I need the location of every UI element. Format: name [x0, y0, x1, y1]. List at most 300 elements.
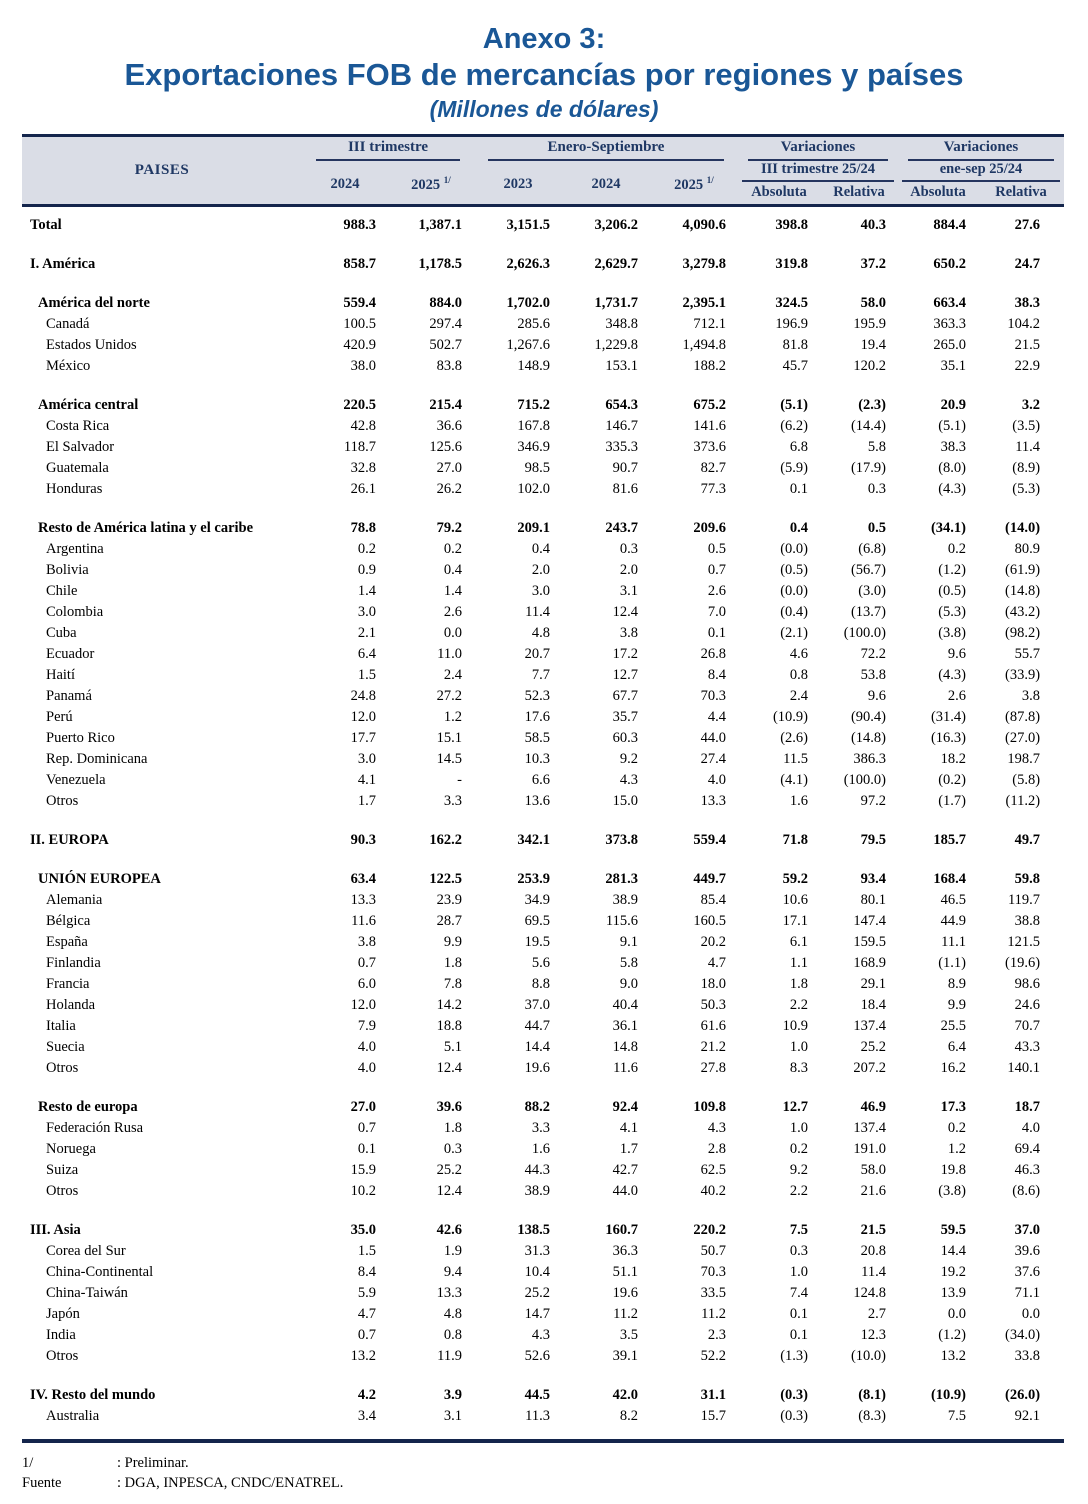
table-row: [22, 707, 1064, 728]
col-header-2023-ene-sep: 2023: [474, 161, 562, 206]
value-cell: 0.1: [789, 1327, 808, 1343]
value-cell: 7.7: [531, 667, 550, 683]
col-header-paises: PAISES: [22, 136, 302, 206]
value-cell: 3.5: [619, 1327, 638, 1343]
value-cell: 11.3: [525, 1408, 550, 1424]
value-cell: 11.1: [941, 934, 967, 950]
row-label: III. Asia: [30, 1222, 81, 1238]
value-cell: 4.0: [1021, 1120, 1041, 1136]
row-label: Finlandia: [46, 955, 101, 971]
value-cell: 27.0: [436, 460, 462, 476]
value-cell: 3.9: [443, 1387, 462, 1403]
row-label: Puerto Rico: [46, 730, 115, 746]
row-label: Guatemala: [46, 460, 109, 476]
value-cell: 4.3: [619, 772, 638, 788]
value-cell: 3.8: [357, 934, 376, 950]
value-cell: 104.2: [1007, 316, 1041, 332]
value-cell: 58.0: [860, 295, 887, 311]
value-cell: 37.0: [524, 997, 550, 1013]
value-cell: 42.0: [612, 1387, 638, 1403]
value-cell: 1.6: [789, 793, 808, 809]
value-cell: 20.9: [940, 397, 967, 413]
value-cell: 265.0: [933, 337, 967, 353]
value-cell: 4.1: [357, 772, 376, 788]
value-cell: 1.4: [443, 583, 462, 599]
value-cell: 42.7: [612, 1162, 638, 1178]
value-cell: (100.0): [843, 772, 887, 788]
value-cell: 27.6: [1014, 217, 1041, 233]
value-cell: 18.4: [860, 997, 887, 1013]
value-cell: 1.2: [443, 709, 462, 725]
value-cell: 61.6: [700, 1018, 726, 1034]
value-cell: 0.9: [357, 562, 376, 578]
value-cell: 1,494.8: [682, 337, 726, 353]
table-row: [22, 314, 1064, 335]
value-cell: 11.6: [351, 913, 376, 929]
value-cell: 0.2: [357, 541, 376, 557]
table-row: [22, 1346, 1064, 1367]
value-cell: 36.3: [612, 1243, 638, 1259]
row-label: Italia: [46, 1018, 76, 1034]
value-cell: 44.7: [524, 1018, 550, 1034]
value-cell: 0.0: [1021, 1306, 1041, 1322]
table-row: [22, 437, 1064, 458]
value-cell: 160.5: [693, 913, 726, 929]
value-cell: 11.0: [437, 646, 462, 662]
value-cell: 2.2: [789, 1183, 808, 1199]
value-cell: 36.1: [612, 1018, 638, 1034]
value-cell: 7.8: [443, 976, 462, 992]
value-cell: (34.1): [930, 520, 967, 536]
value-cell: 0.0: [443, 625, 462, 641]
value-cell: 148.9: [517, 358, 550, 374]
value-cell: 42.6: [436, 1222, 462, 1238]
value-cell: 5.6: [531, 955, 550, 971]
value-cell: 7.4: [789, 1285, 808, 1301]
value-cell: 346.9: [517, 439, 550, 455]
value-cell: 24.8: [350, 688, 376, 704]
value-cell: 21.2: [700, 1039, 726, 1055]
value-cell: 0.4: [443, 562, 462, 578]
value-cell: 8.8: [531, 976, 550, 992]
value-cell: 14.5: [436, 751, 462, 767]
value-cell: 988.3: [343, 217, 376, 233]
value-cell: 8.2: [619, 1408, 638, 1424]
value-cell: 6.4: [947, 1039, 967, 1055]
value-cell: (19.6): [1004, 955, 1041, 971]
value-cell: 2.7: [867, 1306, 887, 1322]
value-cell: 16.2: [940, 1060, 967, 1076]
value-cell: 11.4: [525, 604, 550, 620]
value-cell: 27.4: [700, 751, 726, 767]
value-cell: 1,178.5: [418, 256, 462, 272]
value-cell: 40.4: [612, 997, 638, 1013]
value-cell: 4.0: [707, 772, 726, 788]
value-cell: 1.8: [443, 1120, 462, 1136]
value-cell: 13.6: [524, 793, 550, 809]
value-cell: 44.9: [940, 913, 967, 929]
value-cell: 363.3: [933, 316, 967, 332]
col-subgroup-ene-sep-25-24: ene-sep 25/24: [902, 161, 1060, 182]
table-row: [22, 890, 1064, 911]
value-cell: 92.1: [1014, 1408, 1041, 1424]
value-cell: 4.8: [531, 625, 550, 641]
value-cell: (90.4): [850, 709, 887, 725]
value-cell: 97.2: [860, 793, 887, 809]
col-subgroup-iii-trimestre-25-24: III trimestre 25/24: [742, 161, 894, 182]
value-cell: 188.2: [693, 358, 726, 374]
source-row: [22, 1473, 1066, 1493]
spacer-cell: [22, 812, 1064, 830]
row-label: Cuba: [46, 625, 77, 641]
value-cell: 1.2: [947, 1141, 967, 1157]
value-cell: 220.5: [343, 397, 376, 413]
value-cell: (4.3): [938, 667, 967, 683]
value-cell: 0.1: [357, 1141, 376, 1157]
table-row: [22, 1181, 1064, 1202]
value-cell: 10.6: [782, 892, 808, 908]
table-row: [22, 560, 1064, 581]
row-label: Otros: [46, 1183, 79, 1199]
value-cell: 0.1: [789, 481, 808, 497]
value-cell: 50.3: [700, 997, 726, 1013]
value-cell: 1,387.1: [418, 217, 462, 233]
value-cell: 5.8: [619, 955, 638, 971]
spacer-row: [22, 206, 1064, 216]
value-cell: 71.8: [782, 832, 808, 848]
row-label: Resto de europa: [38, 1099, 138, 1115]
value-cell: 335.3: [605, 439, 638, 455]
value-cell: (2.1): [780, 625, 808, 641]
value-cell: 52.2: [700, 1348, 726, 1364]
row-label: Japón: [46, 1306, 80, 1322]
value-cell: 3.8: [1021, 688, 1041, 704]
table-row: [22, 1160, 1064, 1181]
value-cell: 195.9: [853, 316, 887, 332]
value-cell: 0.3: [619, 541, 638, 557]
value-cell: 0.3: [867, 481, 887, 497]
value-cell: 3.1: [443, 1408, 462, 1424]
value-cell: 17.6: [524, 709, 550, 725]
value-cell: 7.5: [789, 1222, 808, 1238]
value-cell: 281.3: [605, 871, 638, 887]
value-cell: 59.8: [1014, 871, 1041, 887]
value-cell: 28.7: [436, 913, 462, 929]
value-cell: 38.9: [612, 892, 638, 908]
value-cell: 13.2: [940, 1348, 967, 1364]
value-cell: 348.8: [605, 316, 638, 332]
value-cell: 72.2: [860, 646, 887, 662]
table-row: [22, 665, 1064, 686]
row-label: Francia: [46, 976, 90, 992]
value-cell: 120.2: [853, 358, 887, 374]
value-cell: 8.4: [707, 667, 726, 683]
value-cell: 14.8: [612, 1039, 638, 1055]
col-header-absoluta-ene-sep: Absoluta: [898, 182, 978, 206]
value-cell: 373.8: [605, 832, 638, 848]
value-cell: 243.7: [605, 520, 638, 536]
value-cell: 675.2: [693, 397, 726, 413]
value-cell: 502.7: [429, 337, 462, 353]
value-cell: 37.6: [1014, 1264, 1041, 1280]
row-label: Venezuela: [46, 772, 106, 788]
value-cell: 10.9: [782, 1018, 808, 1034]
value-cell: (6.2): [780, 418, 808, 434]
value-cell: 40.2: [700, 1183, 726, 1199]
table-row: [22, 1406, 1064, 1427]
value-cell: 4.7: [357, 1306, 376, 1322]
value-cell: 40.3: [860, 217, 887, 233]
value-cell: (17.9): [850, 460, 887, 476]
value-cell: (43.2): [1004, 604, 1041, 620]
spacer-cell: [22, 1202, 1064, 1220]
value-cell: 69.4: [1014, 1141, 1041, 1157]
value-cell: (34.0): [1004, 1327, 1041, 1343]
row-label: Alemania: [46, 892, 103, 908]
value-cell: 3.0: [357, 751, 376, 767]
value-cell: 3.0: [531, 583, 550, 599]
spacer-row: [22, 1079, 1064, 1097]
col-group-variaciones-trimestre: Variaciones: [748, 139, 888, 161]
table-row: [22, 830, 1064, 851]
value-cell: 15.7: [700, 1408, 726, 1424]
row-label: Suecia: [46, 1039, 85, 1055]
value-cell: 38.3: [1014, 295, 1041, 311]
value-cell: 35.7: [612, 709, 638, 725]
value-cell: 45.7: [782, 358, 808, 374]
row-label: Otros: [46, 1348, 79, 1364]
footnote-ref: 1/: [706, 174, 714, 185]
table-row: [22, 1016, 1064, 1037]
col-group-enero-septiembre: Enero-Septiembre: [488, 139, 724, 161]
value-cell: 51.1: [612, 1264, 638, 1280]
table-row: [22, 356, 1064, 377]
value-cell: 12.4: [436, 1183, 462, 1199]
value-cell: 2.2: [789, 997, 808, 1013]
row-label: Estados Unidos: [46, 337, 137, 353]
table-row: [22, 581, 1064, 602]
value-cell: (0.5): [938, 583, 967, 599]
value-cell: 79.2: [436, 520, 462, 536]
value-cell: 1.7: [619, 1141, 638, 1157]
value-cell: 38.3: [940, 439, 967, 455]
value-cell: 3.1: [619, 583, 638, 599]
value-cell: 1.5: [357, 667, 376, 683]
value-cell: 4,090.6: [682, 217, 726, 233]
value-cell: 1.9: [443, 1243, 462, 1259]
value-cell: 25.2: [436, 1162, 462, 1178]
value-cell: 167.8: [517, 418, 550, 434]
value-cell: 29.1: [860, 976, 887, 992]
value-cell: (0.5): [780, 562, 808, 578]
value-cell: 0.4: [789, 520, 808, 536]
value-cell: (8.1): [858, 1387, 887, 1403]
value-cell: 121.5: [1007, 934, 1041, 950]
value-cell: (11.2): [1005, 793, 1041, 809]
value-cell: 11.2: [701, 1306, 726, 1322]
value-cell: 1,229.8: [594, 337, 638, 353]
value-cell: 0.7: [357, 1120, 376, 1136]
row-label: IV. Resto del mundo: [30, 1387, 156, 1403]
value-cell: 168.9: [853, 955, 887, 971]
value-cell: 153.1: [605, 358, 638, 374]
row-label: Australia: [46, 1408, 100, 1424]
value-cell: 2,626.3: [506, 256, 550, 272]
row-label: Holanda: [46, 997, 96, 1013]
value-cell: 26.1: [350, 481, 376, 497]
value-cell: 159.5: [853, 934, 887, 950]
value-cell: 80.9: [1014, 541, 1041, 557]
value-cell: 35.1: [940, 358, 967, 374]
value-cell: 12.4: [612, 604, 638, 620]
title-block: [22, 22, 1066, 124]
value-cell: 9.6: [947, 646, 967, 662]
value-cell: (56.7): [850, 562, 887, 578]
row-label: Haití: [46, 667, 75, 683]
table-row: [22, 791, 1064, 812]
value-cell: 4.0: [357, 1039, 376, 1055]
value-cell: 17.1: [782, 913, 808, 929]
value-cell: 44.5: [524, 1387, 550, 1403]
table-body: [22, 206, 1064, 1442]
value-cell: 147.4: [853, 913, 887, 929]
value-cell: 24.6: [1014, 997, 1041, 1013]
value-cell: 124.8: [853, 1285, 887, 1301]
row-label: Corea del Sur: [46, 1243, 126, 1259]
value-cell: 44.3: [524, 1162, 550, 1178]
value-cell: 20.8: [860, 1243, 887, 1259]
value-cell: 20.2: [700, 934, 726, 950]
value-cell: 37.0: [1014, 1222, 1041, 1238]
value-cell: 79.5: [860, 832, 887, 848]
value-cell: 4.2: [357, 1387, 376, 1403]
value-cell: 0.0: [947, 1306, 967, 1322]
row-label: Bolivia: [46, 562, 89, 578]
value-cell: 92.4: [612, 1099, 638, 1115]
value-cell: 6.1: [789, 934, 808, 950]
value-cell: 17.3: [940, 1099, 967, 1115]
value-cell: 14.7: [524, 1306, 550, 1322]
spacer-cell: [22, 1367, 1064, 1385]
value-cell: 2.0: [619, 562, 638, 578]
table-row: [22, 623, 1064, 644]
row-label: Federación Rusa: [46, 1120, 144, 1136]
spacer-cell: [22, 236, 1064, 254]
value-cell: 18.7: [1014, 1099, 1041, 1115]
value-cell: 2.4: [789, 688, 808, 704]
value-cell: 0.7: [707, 562, 726, 578]
value-cell: 12.3: [860, 1327, 887, 1343]
value-cell: (14.8): [1004, 583, 1041, 599]
value-cell: 59.2: [782, 871, 808, 887]
value-cell: 14.4: [524, 1039, 550, 1055]
table-row: [22, 1241, 1064, 1262]
value-cell: 663.4: [933, 295, 967, 311]
value-cell: 17.2: [612, 646, 638, 662]
value-cell: 14.2: [436, 997, 462, 1013]
value-cell: 137.4: [853, 1018, 887, 1034]
value-cell: 36.6: [436, 418, 462, 434]
value-cell: 39.6: [1014, 1243, 1041, 1259]
source-text: : DGA, INPESCA, CNDC/ENATREL.: [117, 1475, 344, 1491]
value-cell: (5.3): [1012, 481, 1041, 497]
spacer-cell: [22, 377, 1064, 395]
value-cell: 7.0: [707, 604, 726, 620]
value-cell: 9.6: [867, 688, 887, 704]
table-row: [22, 932, 1064, 953]
value-cell: 12.0: [350, 709, 376, 725]
col-header-2024-ene-sep: 2024: [562, 161, 650, 206]
page-subtitle: (Millones de dólares): [429, 96, 659, 122]
value-cell: 13.2: [350, 1348, 376, 1364]
footnote-row: [22, 1453, 1066, 1473]
value-cell: 49.7: [1014, 832, 1041, 848]
row-label: Honduras: [46, 481, 103, 497]
value-cell: 11.9: [437, 1348, 462, 1364]
value-cell: 207.2: [853, 1060, 887, 1076]
value-cell: 11.2: [613, 1306, 638, 1322]
value-cell: 11.5: [783, 751, 808, 767]
value-cell: 46.3: [1014, 1162, 1041, 1178]
value-cell: (0.4): [780, 604, 808, 620]
table-header: [22, 136, 1064, 206]
value-cell: (5.1): [780, 397, 808, 413]
value-cell: (8.0): [938, 460, 967, 476]
value-cell: (100.0): [843, 625, 887, 641]
value-cell: (14.8): [850, 730, 887, 746]
value-cell: (98.2): [1004, 625, 1041, 641]
spacer-row: [22, 1202, 1064, 1220]
value-cell: 4.1: [619, 1120, 638, 1136]
col-group-variaciones-ene-sep: Variaciones: [908, 139, 1054, 161]
value-cell: 9.2: [619, 751, 638, 767]
value-cell: 98.6: [1014, 976, 1041, 992]
value-cell: 168.4: [933, 871, 967, 887]
value-cell: (14.4): [850, 418, 887, 434]
spacer-row: [22, 851, 1064, 869]
value-cell: 46.9: [860, 1099, 887, 1115]
table-row: [22, 293, 1064, 314]
value-cell: 209.6: [693, 520, 726, 536]
value-cell: (16.3): [930, 730, 967, 746]
value-cell: 162.2: [429, 832, 462, 848]
value-cell: 0.7: [357, 955, 376, 971]
table-row: [22, 869, 1064, 890]
value-cell: (14.0): [1004, 520, 1041, 536]
value-cell: 21.5: [1014, 337, 1041, 353]
value-cell: 38.9: [524, 1183, 550, 1199]
value-cell: 2.0: [531, 562, 550, 578]
value-cell: 15.1: [436, 730, 462, 746]
value-cell: 884.4: [933, 217, 967, 233]
value-cell: (10.0): [850, 1348, 887, 1364]
value-cell: 146.7: [605, 418, 638, 434]
value-cell: 31.3: [524, 1243, 550, 1259]
value-cell: (5.8): [1012, 772, 1041, 788]
value-cell: 0.2: [789, 1141, 808, 1157]
value-cell: 58.0: [860, 1162, 887, 1178]
value-cell: 4.3: [531, 1327, 550, 1343]
spacer-row: [22, 1367, 1064, 1385]
value-cell: 70.3: [700, 1264, 726, 1280]
value-cell: 19.8: [940, 1162, 967, 1178]
value-cell: 32.8: [350, 460, 376, 476]
row-label: Canadá: [46, 316, 90, 332]
table-row: [22, 335, 1064, 356]
value-cell: 6.4: [357, 646, 376, 662]
value-cell: (3.0): [858, 583, 887, 599]
value-cell: 37.2: [860, 256, 887, 272]
